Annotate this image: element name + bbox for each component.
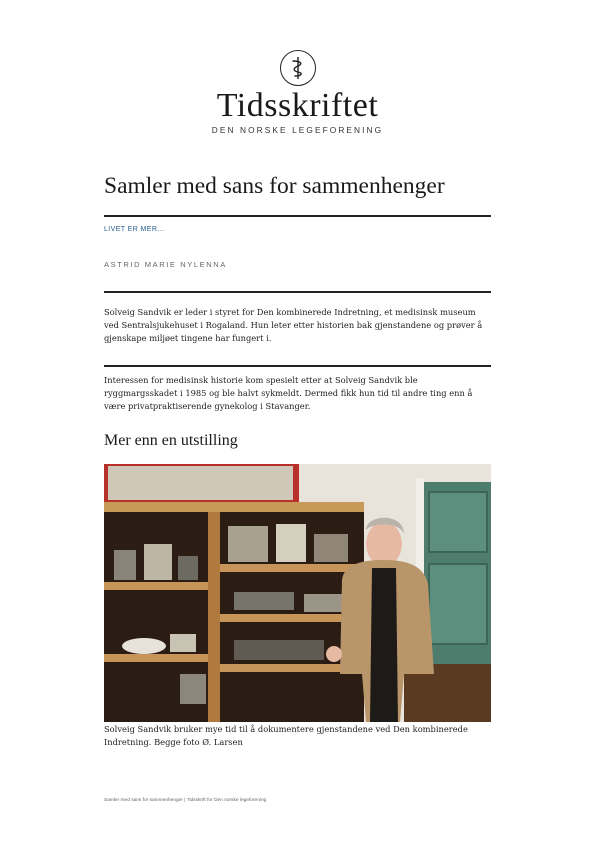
article-lead: Solveig Sandvik er leder i styret for Den kombinerede Indretning, et medisinsk museum ved Sentralsjukehuset i Rogaland. Hun leter etter historien bak gjenstandene og prøver å gjenskape miljøet tingene har fungert i. [104,307,483,344]
article-title: Samler med sans for sammenhenger [104,173,445,199]
author-divider [104,291,491,293]
section-label[interactable]: LIVET ER MER… [104,226,165,233]
article-subheading: Mer enn en utstilling [104,432,238,449]
lead-divider [104,365,491,367]
aesculapius-staff-icon [280,50,316,86]
page-footer: Samler med sans for sammenhenger | Tidsskrift for Den norske legeforening [104,798,267,803]
article-author: ASTRID MARIE NYLENNA [104,260,227,269]
journal-name: Tidsskriftet [216,87,379,124]
article-paragraph: Interessen for medisinsk historie kom spesielt etter at Solveig Sandvik ble ryggmargsskadet i 1985 og ble halvt sykmeldt. Dermed fikk hun tid til andre ting enn å være privatpraktiserende gynekolog i Stavanger. [104,375,473,412]
journal-subtitle: DEN NORSKE LEGEFORENING [211,125,384,135]
photo-caption: Solveig Sandvik bruker mye tid til å dokumentere gjenstandene ved Den kombinerede Indretning. Begge foto Ø. Larsen [104,724,468,748]
journal-logo [0,50,595,135]
title-divider [104,215,491,217]
article-photo [104,464,491,722]
